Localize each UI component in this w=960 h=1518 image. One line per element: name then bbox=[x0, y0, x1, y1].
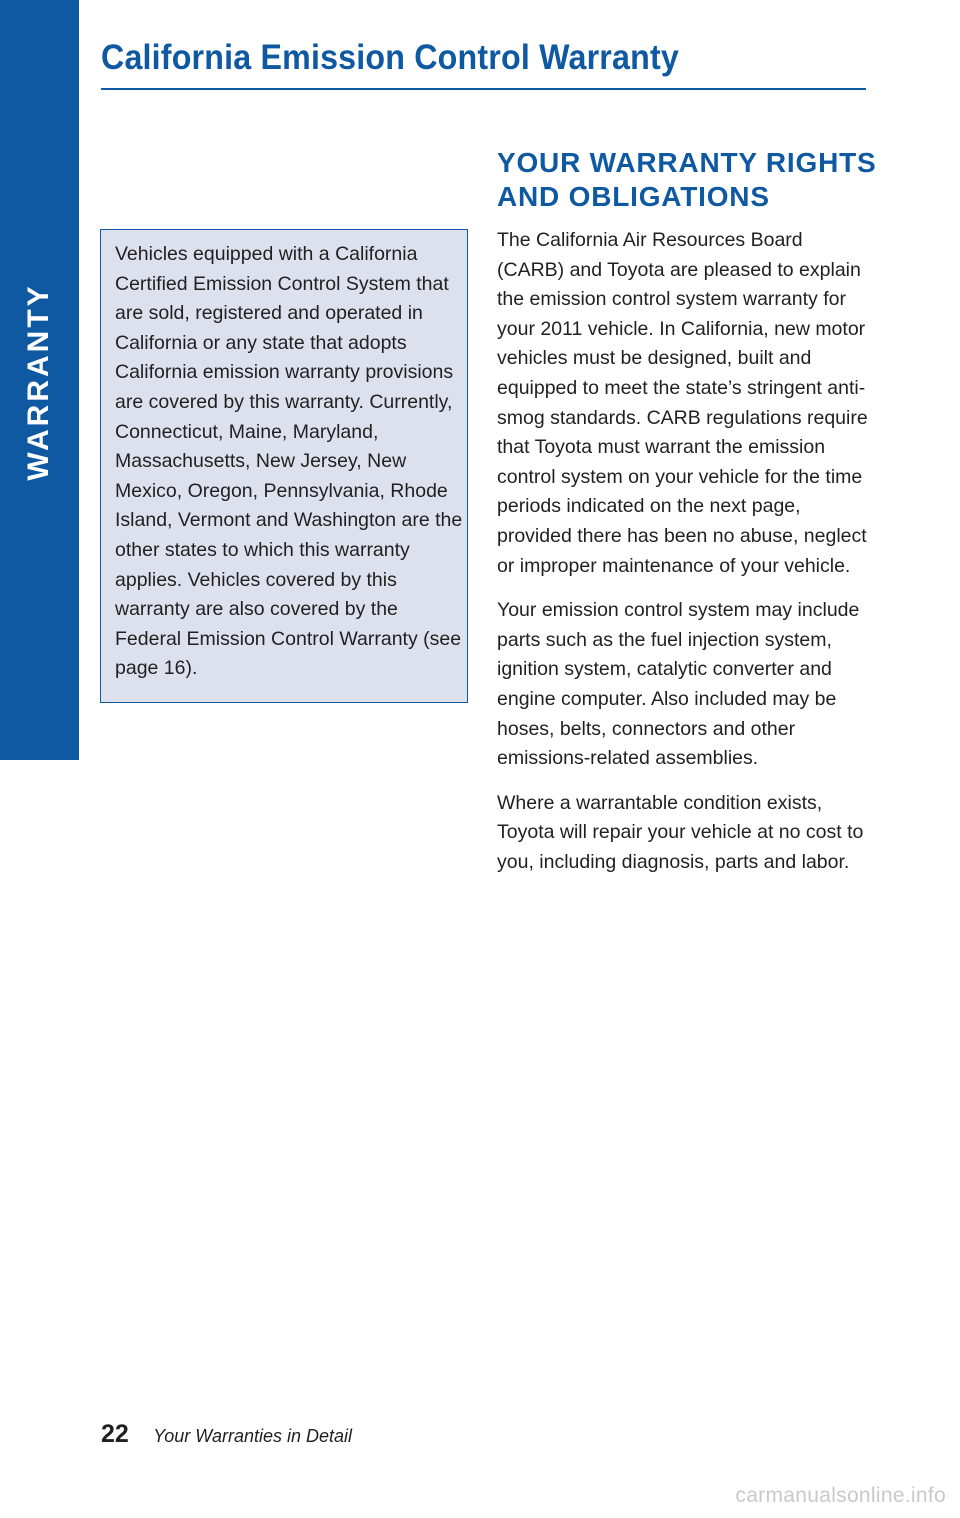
title-divider bbox=[101, 88, 866, 90]
section-side-tab bbox=[0, 0, 79, 760]
body-paragraph: The California Air Resources Board (CARB) and Toyota are pleased to explain the emission control system warranty for your 2011 vehicle. In California, new motor vehicles must be designed, built and equipped to meet the state’s stringent anti-smog standards. CARB regulations require that Toyota must warrant the emission control system on your vehicle for the time periods indicated on the next page, provided there has been no abuse, neglect or improper maintenance of your vehicle. bbox=[497, 229, 868, 577]
body-paragraph: Where a warrantable condition exists, Toyota will repair your vehicle at no cost to you, including diagnosis, parts and labor. bbox=[497, 791, 864, 873]
page-number: 22 bbox=[101, 1420, 129, 1448]
section-heading: YOUR WARRANTY RIGHTS AND OBLIGATIONS bbox=[497, 147, 877, 212]
page-title: California Emission Control Warranty bbox=[101, 38, 679, 77]
watermark: carmanualsonline.info bbox=[735, 1484, 946, 1507]
notice-text: Vehicles equipped with a California Certified Emission Control System that are sold, registered and operated in California or any state that adopts California emission warranty provisions are covered by this warranty. Currently, Connecticut, Maine, Maryland, Massachusetts, New Jersey, New Mexico, Oregon, Pennsylvania, Rhode Island, Vermont and Washington are the other states to which this warranty applies. Vehicles covered by this warranty are also covered by the Federal Emission Control Warranty (see page 16). bbox=[115, 243, 463, 680]
side-tab-label: WARRANTY bbox=[22, 283, 55, 481]
page-footer bbox=[101, 1420, 352, 1449]
body-text-column bbox=[497, 226, 872, 892]
body-paragraph: Your emission control system may include parts such as the fuel injection system, ignition system, catalytic converter and engine computer. Also included may be hoses, belts, connectors and other emissions-related assemblies. bbox=[497, 599, 860, 770]
footer-label: Your Warranties in Detail bbox=[153, 1426, 353, 1446]
